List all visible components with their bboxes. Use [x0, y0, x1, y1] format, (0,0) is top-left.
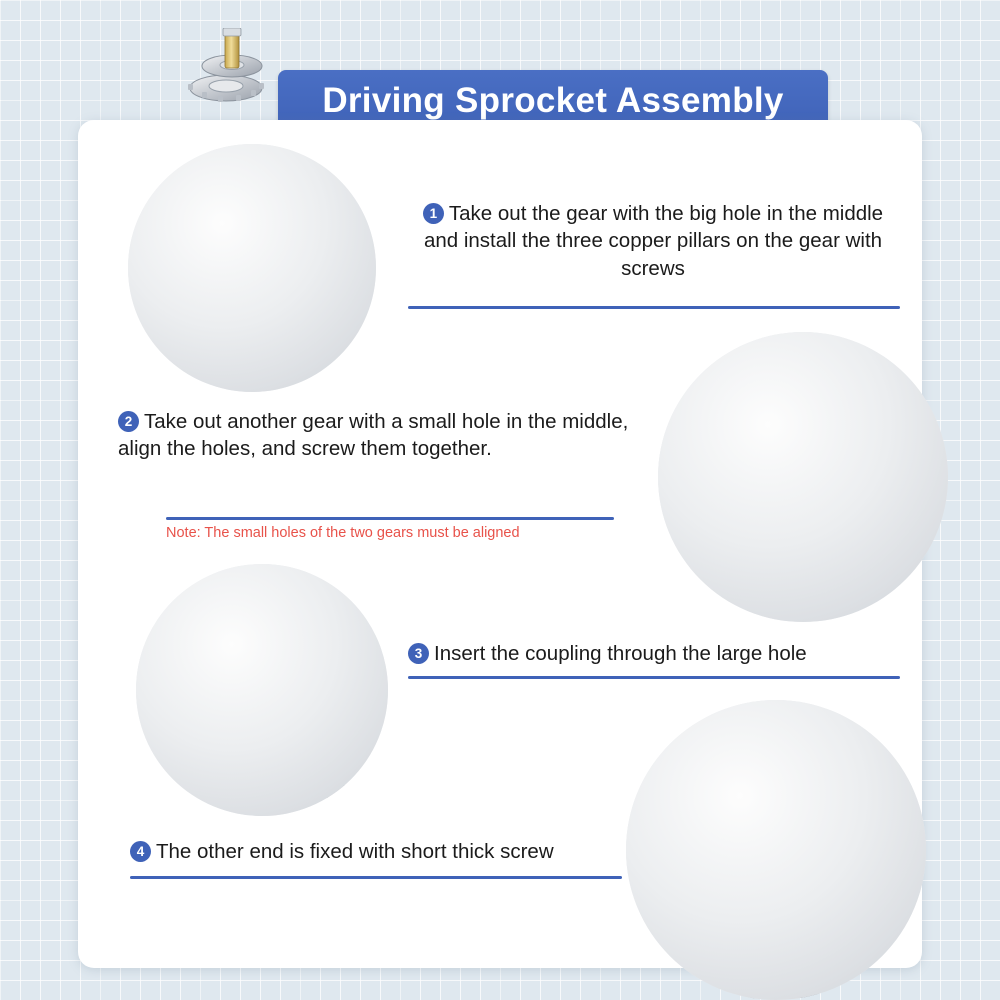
step-4-body: The other end is fixed with short thick screw: [156, 840, 554, 863]
step-2-divider: [166, 517, 614, 520]
coupling-insertion-photo: [136, 564, 388, 816]
step-1-text: [408, 200, 898, 282]
gear-with-copper-pillars-photo: [128, 144, 376, 392]
step-2-number: 2: [118, 411, 139, 432]
fixed-with-short-thick-screw-photo: [626, 700, 926, 1000]
step-4-text: [130, 838, 650, 865]
step-4-number: 4: [130, 841, 151, 862]
step-1-body: Take out the gear with the big hole in the middle and install the three copper pillars on the gear with screws: [423, 202, 884, 280]
step-2-note: Note: The small holes of the two gears must be aligned: [166, 525, 520, 541]
step-3-number: 3: [408, 643, 429, 664]
step-1-number: 1: [423, 203, 444, 224]
instructions-card: [78, 120, 922, 968]
step-3-body: Insert the coupling through the large hole: [434, 642, 807, 665]
step-4-divider: [130, 876, 622, 879]
page-header: [0, 36, 1000, 120]
step-3-divider: [408, 676, 900, 679]
step-3-text: [408, 640, 908, 667]
step-2-text: [118, 408, 648, 463]
two-gears-screwed-together-photo: [658, 332, 948, 622]
step-2-body: Take out another gear with a small hole in the middle, align the holes, and screw them together.: [118, 410, 629, 461]
page-title: Driving Sprocket Assembly: [322, 81, 784, 120]
step-1-divider: [408, 306, 900, 309]
